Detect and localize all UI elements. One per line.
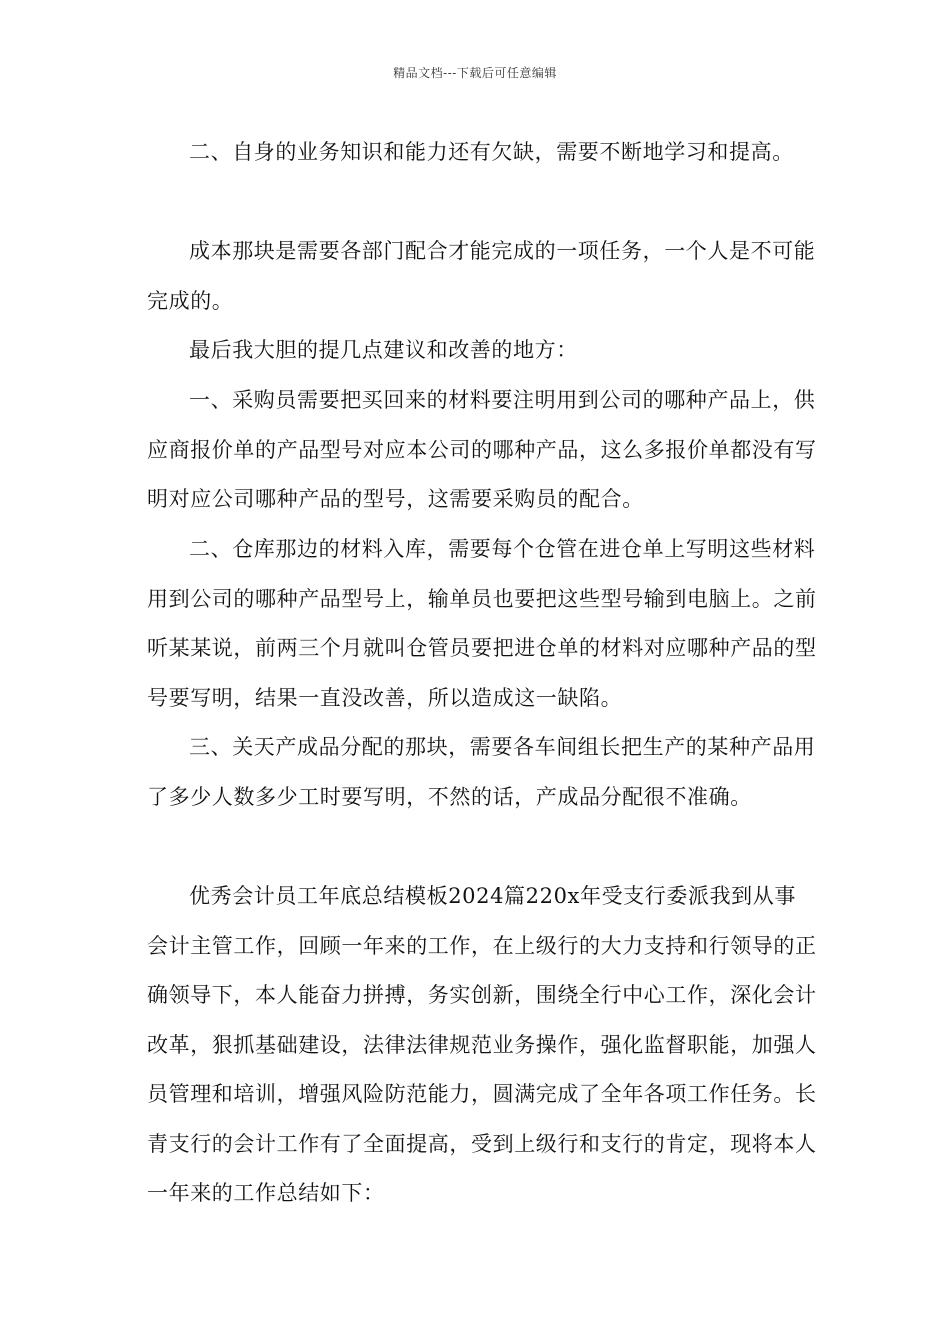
paragraph: 最后我大胆的提几点建议和改善的地方： [189, 338, 578, 362]
paragraph: 优秀会计员工年底总结模板2024篇220x年受支行委派我到从事会计主管工作，回顾一年来的工作，在上级行的大力支持和行领导的正确领导下，本人能奋力拼搏，务实创新，围绕全行中心工作，深化会计改革，狠抓基础建设，法律法律规范业务操作，强化监督职能，加强人员管理和培训，增强风险防范能力，圆满完成了全年各项工作任务。长青支行的会计工作有了全面提高，受到上级行和支行的肯定，现将本人一年来的工作总结如下： [147, 884, 817, 1205]
paragraph: 二、自身的业务知识和能力还有欠缺，需要不断地学习和提高。 [189, 140, 794, 164]
paragraph: 一、采购员需要把买回来的材料要注明用到公司的哪种产品上，供应商报价单的产品型号对应本公司的哪种产品，这么多报价单都没有写明对应公司哪种产品的型号，这需要采购员的配合。 [147, 388, 817, 511]
page-header: 精品文档---下载后可任意编辑 [393, 66, 557, 80]
paragraph: 三、关天产成品分配的那块，需要各车间组长把生产的某种产品用了多少人数多少工时要写明，不然的话，产成品分配很不准确。 [147, 735, 816, 809]
paragraph: 成本那块是需要各部门配合才能完成的一项任务，一个人是不可能完成的。 [147, 239, 816, 313]
paragraph: 二、仓库那边的材料入库，需要每个仓管在进仓单上写明这些材料用到公司的哪种产品型号上，输单员也要把这些型号输到电脑上。之前听某某说，前两三个月就叫仓管员要把进仓单的材料对应哪种产品的型号要写明，结果一直没改善，所以造成这一缺陷。 [147, 537, 817, 710]
